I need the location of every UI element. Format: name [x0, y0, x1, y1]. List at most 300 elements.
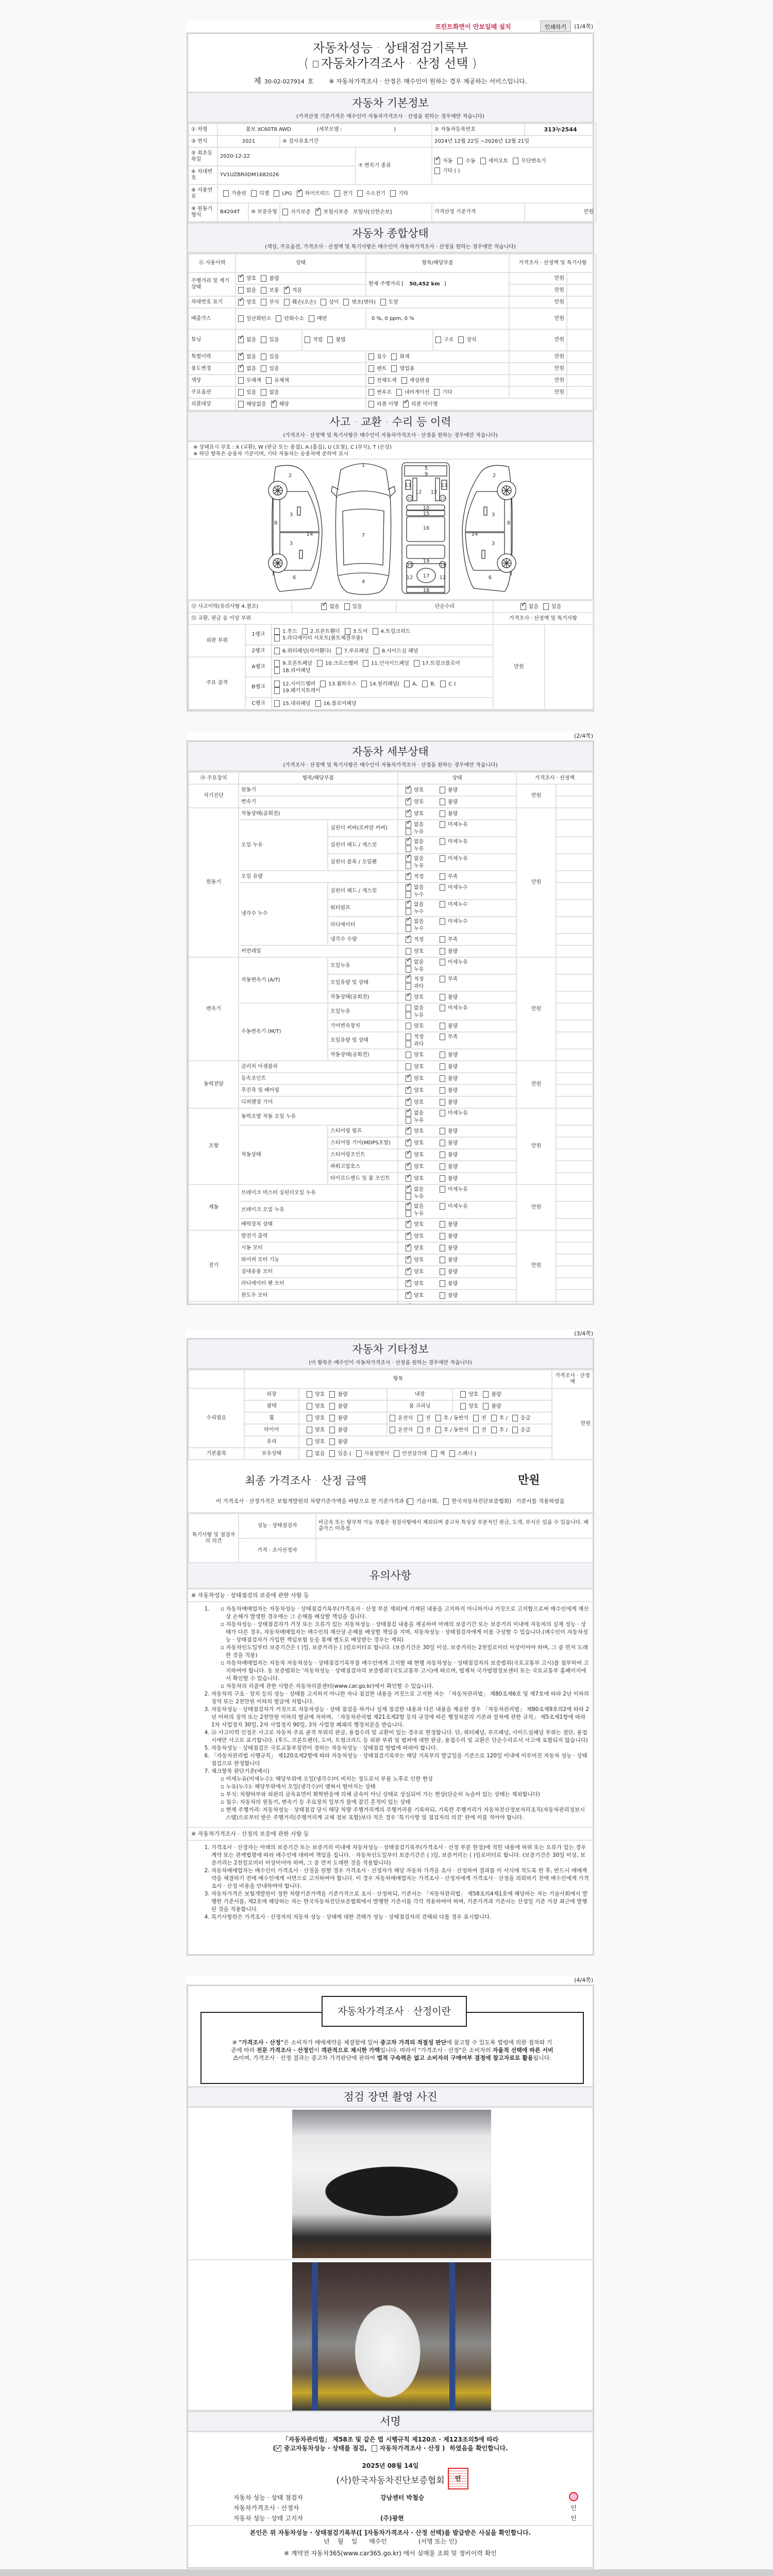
checkbox-option[interactable] — [406, 1203, 439, 1210]
checkbox[interactable] — [440, 1151, 445, 1158]
checkbox-option[interactable] — [406, 936, 439, 943]
checkbox[interactable] — [368, 389, 374, 396]
checkbox[interactable] — [406, 884, 411, 891]
checkbox[interactable] — [336, 648, 342, 654]
checkbox[interactable] — [406, 918, 411, 925]
checkbox-option[interactable] — [307, 1415, 325, 1422]
checkbox[interactable] — [483, 1391, 489, 1398]
checkbox[interactable] — [406, 959, 411, 965]
checkbox[interactable] — [417, 1427, 423, 1433]
checkbox[interactable] — [406, 994, 411, 1001]
checkbox[interactable] — [440, 1128, 445, 1134]
checkbox-option[interactable] — [261, 275, 279, 282]
checkbox[interactable] — [440, 1075, 445, 1082]
checkbox-option[interactable] — [307, 1450, 325, 1458]
checkbox[interactable] — [261, 287, 266, 294]
checkbox-option[interactable] — [391, 365, 414, 372]
checkbox[interactable] — [307, 1438, 312, 1445]
checkbox[interactable] — [406, 966, 411, 973]
checkbox-option[interactable] — [440, 1033, 486, 1041]
checkbox[interactable] — [266, 377, 272, 384]
price-note[interactable] — [567, 329, 596, 351]
checkbox-option[interactable] — [266, 377, 289, 384]
checkbox-option[interactable] — [329, 1427, 347, 1434]
checkbox[interactable] — [449, 1450, 455, 1457]
checkbox-option[interactable] — [274, 681, 315, 688]
checkbox-option[interactable] — [406, 1052, 439, 1059]
checkbox-option[interactable] — [435, 336, 453, 344]
checkbox[interactable] — [406, 1233, 411, 1240]
checkbox-option[interactable] — [406, 838, 439, 845]
price-note[interactable] — [545, 624, 593, 709]
checkbox[interactable] — [435, 336, 441, 343]
checkbox[interactable] — [396, 389, 402, 396]
checkbox[interactable] — [284, 299, 290, 306]
checkbox-option[interactable] — [327, 336, 345, 344]
checkbox-option[interactable] — [440, 1099, 486, 1106]
checkbox-option[interactable] — [261, 287, 279, 294]
checkbox[interactable] — [440, 901, 445, 908]
checkbox[interactable] — [440, 1186, 445, 1193]
checkbox[interactable] — [458, 336, 464, 343]
checkbox[interactable] — [440, 810, 445, 817]
checkbox-option[interactable] — [440, 1151, 486, 1159]
checkbox-option[interactable] — [483, 1403, 501, 1410]
checkbox-option[interactable] — [406, 1210, 439, 1217]
checkbox-option[interactable] — [440, 1304, 486, 1305]
checkbox-option[interactable] — [406, 828, 439, 836]
checkbox-option[interactable] — [543, 603, 561, 611]
price-note[interactable] — [567, 296, 596, 308]
checkbox-option[interactable] — [406, 959, 439, 966]
checkbox[interactable] — [440, 1304, 445, 1305]
checkbox-option[interactable] — [391, 353, 409, 361]
checkbox[interactable] — [422, 681, 428, 687]
checkbox[interactable] — [321, 603, 327, 610]
checkbox[interactable] — [406, 1292, 411, 1299]
checkbox-option[interactable] — [307, 1427, 325, 1434]
checkbox[interactable] — [406, 1175, 411, 1182]
checkbox-option[interactable] — [520, 603, 539, 611]
checkbox[interactable] — [473, 1427, 479, 1433]
checkbox-option[interactable] — [406, 1033, 439, 1041]
checkbox[interactable] — [440, 799, 445, 805]
checkbox-option[interactable] — [406, 810, 439, 818]
price-note[interactable] — [556, 900, 593, 917]
checkbox-option[interactable] — [406, 1221, 439, 1228]
checkbox[interactable] — [440, 681, 446, 687]
checkbox-option[interactable] — [274, 660, 312, 667]
checkbox[interactable] — [406, 976, 411, 982]
checkbox-option[interactable] — [261, 389, 279, 396]
price-note[interactable] — [556, 934, 593, 945]
checkbox-option[interactable] — [368, 401, 398, 408]
checkbox[interactable] — [440, 838, 445, 845]
checkbox-option[interactable] — [361, 681, 399, 688]
checkbox-option[interactable] — [261, 365, 279, 372]
checkbox[interactable] — [406, 1151, 411, 1158]
checkbox[interactable] — [238, 377, 244, 384]
checkbox[interactable] — [406, 1257, 411, 1263]
checkbox[interactable] — [440, 787, 445, 793]
price-survey-checkbox[interactable] — [313, 61, 318, 67]
checkbox[interactable] — [261, 353, 266, 360]
checkbox-option[interactable] — [284, 287, 302, 294]
checkbox-option[interactable] — [329, 1403, 347, 1410]
price-note[interactable] — [556, 1149, 593, 1161]
checkbox-option[interactable] — [317, 660, 358, 667]
checkbox[interactable] — [356, 1450, 362, 1457]
checkbox[interactable] — [440, 1099, 445, 1106]
checkbox[interactable] — [440, 821, 445, 828]
checkbox[interactable] — [520, 603, 526, 610]
checkbox-option[interactable] — [406, 1128, 439, 1135]
checkbox[interactable] — [320, 681, 326, 687]
checkbox[interactable] — [406, 821, 411, 828]
checkbox[interactable] — [363, 660, 368, 667]
checkbox[interactable] — [406, 925, 411, 932]
checkbox[interactable] — [473, 1415, 479, 1421]
checkbox[interactable] — [440, 994, 445, 1001]
checkbox[interactable] — [417, 1415, 423, 1421]
checkbox[interactable] — [315, 209, 321, 215]
checkbox[interactable] — [329, 1438, 335, 1445]
checkbox-option[interactable] — [434, 167, 460, 175]
checkbox-option[interactable] — [368, 365, 386, 372]
checkbox[interactable] — [513, 158, 518, 164]
checkbox-option[interactable] — [434, 158, 452, 165]
checkbox-option[interactable] — [406, 862, 439, 870]
price-note[interactable] — [556, 883, 593, 900]
checkbox[interactable] — [406, 1186, 411, 1193]
checkbox-option[interactable] — [406, 1304, 439, 1305]
checkbox[interactable] — [406, 862, 411, 869]
checkbox[interactable] — [406, 1110, 411, 1116]
checkbox[interactable] — [238, 353, 244, 360]
checkbox[interactable] — [512, 1427, 518, 1433]
price-note[interactable] — [556, 784, 593, 796]
checkbox[interactable] — [380, 299, 386, 306]
checkbox[interactable] — [344, 603, 350, 610]
checkbox-option[interactable] — [406, 891, 439, 899]
checkbox[interactable] — [261, 275, 266, 282]
price-note[interactable] — [556, 1218, 593, 1230]
checkbox-option[interactable] — [390, 190, 408, 197]
buyer-sign-line[interactable]: 년 월 일 매수인 (서명 또는 인) — [324, 2538, 457, 2545]
checkbox-option[interactable] — [261, 299, 279, 306]
checkbox[interactable] — [440, 1110, 445, 1116]
checkbox-option[interactable] — [483, 1391, 501, 1398]
checkbox-option[interactable] — [238, 275, 256, 282]
checkbox[interactable] — [440, 1087, 445, 1094]
checkbox[interactable] — [406, 908, 411, 915]
checkbox-option[interactable] — [440, 1075, 486, 1082]
checkbox[interactable] — [440, 1033, 445, 1040]
checkbox-option[interactable] — [440, 1023, 486, 1030]
checkbox[interactable] — [406, 787, 411, 793]
checkbox-option[interactable] — [406, 855, 439, 862]
checkbox-option[interactable] — [422, 681, 435, 688]
checkbox-option[interactable] — [374, 648, 418, 655]
checkbox[interactable] — [368, 353, 374, 360]
checkbox[interactable] — [329, 1415, 335, 1421]
checkbox-option[interactable] — [406, 1110, 439, 1117]
checkbox[interactable] — [414, 660, 419, 667]
checkbox[interactable] — [274, 190, 279, 197]
checkbox-option[interactable] — [440, 1257, 486, 1264]
checkbox-option[interactable] — [305, 336, 323, 344]
checkbox-option[interactable] — [368, 353, 386, 361]
checkbox[interactable] — [329, 1450, 335, 1457]
price-note[interactable] — [556, 1266, 593, 1278]
checkbox[interactable] — [406, 1245, 411, 1251]
checkbox[interactable] — [261, 365, 266, 372]
checkbox-option[interactable] — [406, 1087, 439, 1094]
checkbox[interactable] — [345, 628, 350, 635]
checkbox[interactable] — [391, 353, 397, 360]
checkbox-option[interactable] — [440, 873, 486, 880]
checkbox-option[interactable] — [440, 1221, 486, 1228]
checkbox-option[interactable] — [356, 1450, 389, 1458]
checkbox[interactable] — [327, 336, 333, 343]
price-note[interactable] — [556, 1020, 593, 1032]
checkbox-option[interactable] — [440, 810, 486, 818]
checkbox[interactable] — [238, 299, 244, 306]
checkbox-option[interactable] — [372, 2444, 445, 2453]
checkbox-option[interactable] — [513, 158, 546, 165]
checkbox-option[interactable] — [368, 377, 397, 384]
checkbox[interactable] — [440, 1005, 445, 1011]
checkbox[interactable] — [440, 884, 445, 891]
checkbox-option[interactable] — [307, 1438, 325, 1446]
price-note[interactable] — [556, 1137, 593, 1149]
checkbox[interactable] — [406, 855, 411, 862]
checkbox-option[interactable] — [307, 1403, 325, 1410]
checkbox[interactable] — [440, 1257, 445, 1263]
checkbox-option[interactable] — [307, 1391, 325, 1398]
checkbox[interactable] — [406, 1268, 411, 1275]
checkbox-option[interactable] — [282, 209, 311, 216]
checkbox[interactable] — [238, 275, 244, 282]
checkbox[interactable] — [431, 1450, 437, 1457]
checkbox-option[interactable] — [440, 787, 486, 794]
checkbox-option[interactable] — [251, 190, 269, 197]
checkbox[interactable] — [406, 1128, 411, 1134]
checkbox[interactable] — [274, 660, 280, 667]
checkbox-option[interactable] — [329, 1450, 351, 1458]
checkbox-option[interactable] — [440, 1052, 486, 1059]
checkbox[interactable] — [307, 1427, 312, 1433]
checkbox[interactable] — [373, 628, 378, 635]
price-note[interactable] — [556, 1049, 593, 1061]
checkbox[interactable] — [406, 838, 411, 845]
checkbox[interactable] — [406, 1280, 411, 1287]
checkbox[interactable] — [321, 299, 326, 306]
checkbox-option[interactable] — [238, 401, 266, 408]
checkbox-option[interactable] — [274, 628, 297, 635]
checkbox-option[interactable] — [406, 1140, 439, 1147]
price-note[interactable] — [556, 1201, 593, 1218]
checkbox-option[interactable] — [390, 1415, 413, 1422]
checkbox[interactable] — [305, 336, 310, 343]
checkbox-option[interactable] — [406, 976, 439, 983]
checkbox-option[interactable] — [357, 190, 385, 197]
checkbox[interactable] — [261, 336, 266, 343]
checkbox-option[interactable] — [406, 1012, 439, 1019]
checkbox[interactable] — [276, 315, 281, 322]
checkbox[interactable] — [440, 1163, 445, 1170]
checkbox-option[interactable] — [261, 336, 279, 344]
checkbox[interactable] — [403, 401, 409, 408]
checkbox-option[interactable] — [406, 1257, 439, 1264]
price-note[interactable] — [567, 363, 596, 375]
price-note[interactable] — [556, 917, 593, 934]
checkbox-option[interactable] — [406, 1186, 439, 1193]
price-note[interactable] — [556, 974, 593, 991]
checkbox-option[interactable] — [460, 1403, 478, 1410]
checkbox[interactable] — [329, 1427, 335, 1433]
checkbox[interactable] — [394, 1450, 399, 1457]
checkbox-option[interactable] — [396, 389, 429, 396]
checkbox-option[interactable] — [406, 983, 439, 990]
checkbox[interactable] — [434, 167, 440, 174]
checkbox[interactable] — [440, 1233, 445, 1240]
checkbox[interactable] — [361, 681, 367, 687]
checkbox-option[interactable] — [440, 838, 486, 845]
checkbox-option[interactable] — [223, 190, 246, 197]
checkbox[interactable] — [357, 190, 363, 197]
checkbox[interactable] — [440, 855, 445, 862]
checkbox-option[interactable] — [406, 873, 439, 880]
price-note[interactable] — [556, 1254, 593, 1266]
checkbox-option[interactable] — [238, 336, 256, 344]
checkbox-option[interactable] — [435, 1415, 468, 1422]
checkbox-option[interactable] — [440, 884, 486, 891]
checkbox-option[interactable] — [276, 315, 304, 323]
price-note[interactable] — [556, 1301, 593, 1305]
checkbox[interactable] — [440, 1063, 445, 1070]
checkbox-option[interactable] — [406, 918, 439, 925]
checkbox-option[interactable] — [309, 315, 327, 323]
price-note[interactable] — [556, 1125, 593, 1137]
checkbox-option[interactable] — [406, 948, 439, 955]
checkbox-option[interactable] — [457, 158, 475, 165]
checkbox[interactable] — [440, 1292, 445, 1299]
price-note[interactable] — [556, 837, 593, 854]
checkbox[interactable] — [238, 401, 244, 408]
checkbox[interactable] — [223, 190, 229, 197]
checkbox-option[interactable] — [406, 1163, 439, 1171]
checkbox-option[interactable] — [440, 799, 486, 806]
checkbox-option[interactable] — [440, 821, 486, 828]
checkbox[interactable] — [443, 1498, 449, 1505]
price-note[interactable] — [556, 820, 593, 837]
price-note[interactable] — [556, 1032, 593, 1049]
checkbox-option[interactable] — [406, 787, 439, 794]
print-button[interactable]: 인쇄하기 — [540, 21, 572, 32]
checkbox-option[interactable] — [435, 1427, 468, 1434]
checkbox[interactable] — [390, 1415, 395, 1421]
checkbox[interactable] — [440, 976, 445, 982]
checkbox-option[interactable] — [440, 901, 486, 908]
checkbox-option[interactable] — [440, 1163, 486, 1171]
checkbox[interactable] — [274, 628, 280, 635]
checkbox[interactable] — [307, 1391, 312, 1398]
checkbox-option[interactable] — [345, 628, 368, 635]
checkbox-option[interactable] — [406, 1005, 439, 1012]
checkbox[interactable] — [406, 891, 411, 898]
price-note[interactable] — [556, 1096, 593, 1108]
checkbox-option[interactable] — [406, 1099, 439, 1106]
checkbox-option[interactable] — [329, 1438, 347, 1446]
checkbox[interactable] — [406, 948, 411, 955]
checkbox[interactable] — [307, 1450, 312, 1457]
checkbox[interactable] — [368, 401, 374, 408]
checkbox-option[interactable] — [460, 1391, 478, 1398]
checkbox[interactable] — [271, 401, 277, 408]
checkbox-option[interactable] — [406, 994, 439, 1001]
checkbox-option[interactable] — [440, 1110, 486, 1117]
checkbox[interactable] — [440, 1280, 445, 1287]
price-note[interactable] — [556, 854, 593, 871]
checkbox[interactable] — [434, 389, 440, 396]
checkbox-option[interactable] — [440, 936, 486, 943]
checkbox-option[interactable] — [440, 1203, 486, 1210]
checkbox-option[interactable] — [238, 365, 256, 372]
checkbox-option[interactable] — [406, 1075, 439, 1082]
checkbox[interactable] — [435, 1415, 441, 1421]
price-note[interactable] — [556, 1084, 593, 1096]
checkbox[interactable] — [329, 1403, 335, 1410]
checkbox-option[interactable] — [274, 190, 292, 197]
checkbox-option[interactable] — [414, 660, 460, 667]
checkbox[interactable] — [309, 315, 314, 322]
checkbox-option[interactable] — [297, 190, 330, 197]
checkbox-option[interactable] — [440, 1140, 486, 1147]
checkbox-option[interactable] — [473, 1427, 486, 1434]
checkbox[interactable] — [284, 287, 290, 294]
checkbox-option[interactable] — [373, 628, 411, 635]
checkbox[interactable] — [480, 158, 486, 164]
checkbox[interactable] — [440, 948, 445, 955]
checkbox[interactable] — [261, 389, 266, 396]
price-note[interactable] — [556, 1278, 593, 1290]
checkbox-option[interactable] — [406, 908, 439, 916]
checkbox-option[interactable] — [406, 821, 439, 828]
checkbox-option[interactable] — [404, 681, 417, 688]
checkbox[interactable] — [368, 365, 374, 372]
checkbox[interactable] — [406, 1041, 411, 1047]
checkbox[interactable] — [491, 1427, 497, 1433]
checkbox-option[interactable] — [315, 209, 348, 216]
checkbox[interactable] — [238, 389, 244, 396]
checkbox-option[interactable] — [302, 628, 340, 635]
checkbox-option[interactable] — [363, 660, 409, 667]
checkbox-option[interactable] — [406, 1175, 439, 1182]
checkbox[interactable] — [329, 1391, 335, 1398]
checkbox-option[interactable] — [434, 389, 452, 396]
checkbox-option[interactable] — [440, 1280, 486, 1287]
checkbox-option[interactable] — [406, 966, 439, 973]
checkbox[interactable] — [406, 1033, 411, 1040]
checkbox[interactable] — [238, 287, 244, 294]
checkbox-option[interactable] — [274, 635, 363, 642]
checkbox[interactable] — [406, 1005, 411, 1011]
checkbox[interactable] — [406, 1052, 411, 1058]
checkbox[interactable] — [440, 1245, 445, 1251]
checkbox-option[interactable] — [440, 1063, 486, 1071]
checkbox[interactable] — [282, 209, 288, 215]
